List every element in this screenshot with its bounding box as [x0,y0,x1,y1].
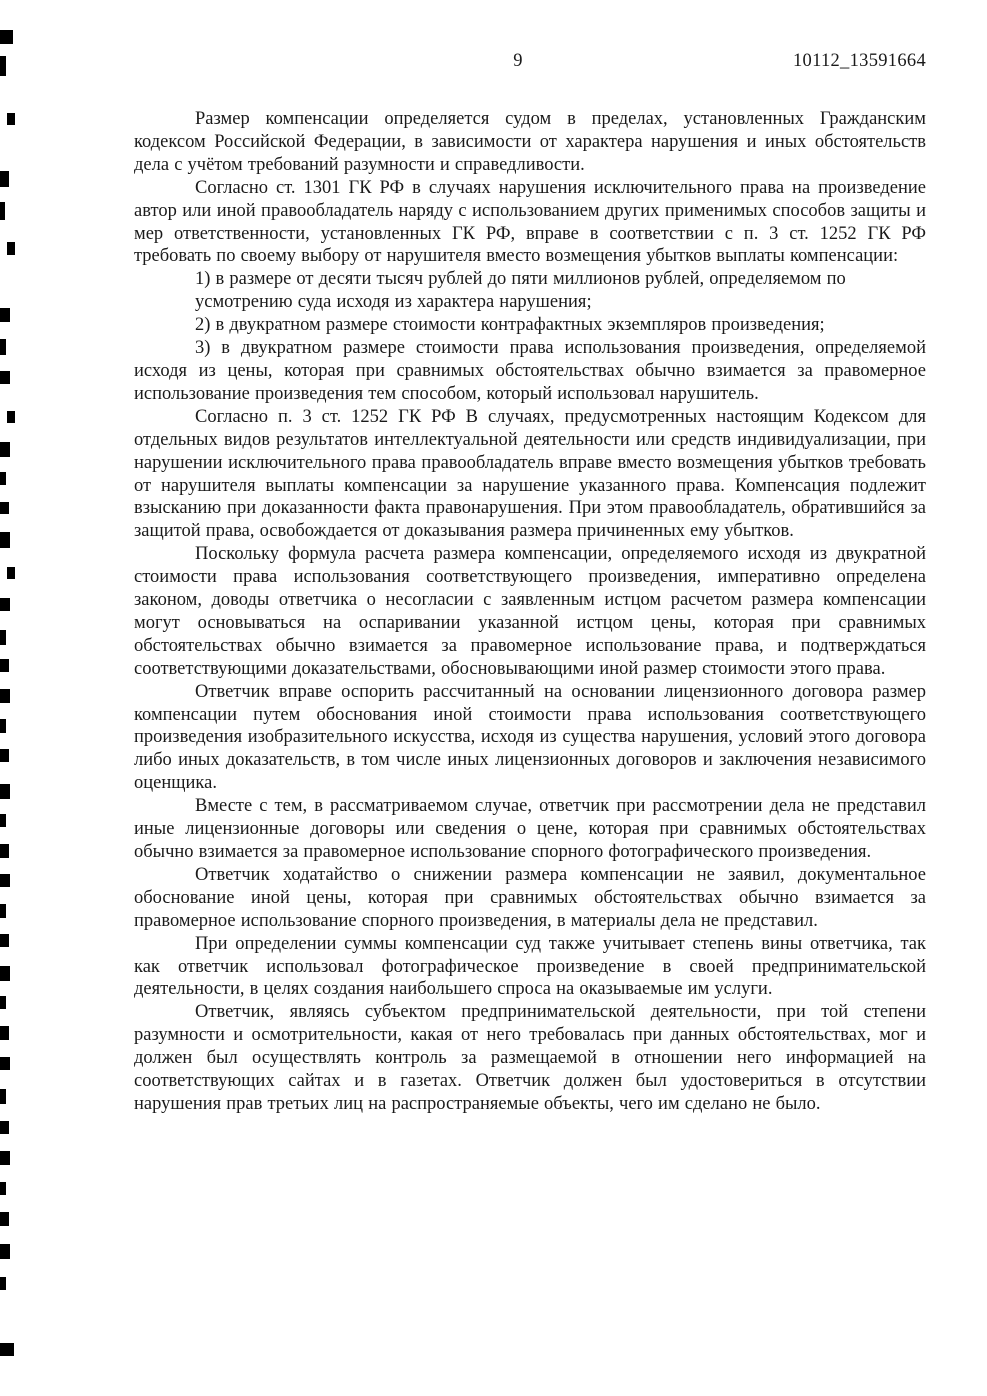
scan-artifact [0,532,10,548]
scan-artifact [0,308,10,322]
scan-artifact [0,1057,10,1070]
document-id: 10112_13591664 [792,51,926,71]
paragraph: Размер компенсации определяется судом в пределах, установленных Гражданским кодексом Российской Федерации, в зависимости от характера нарушения и иных обстоятельств дела с учётом требований разумности и справедливости. [134,109,926,175]
scan-artifact [7,411,15,423]
scan-artifact [0,659,9,672]
scan-artifact [0,202,5,220]
scan-artifact [0,1151,10,1165]
scan-artifact [0,1089,6,1104]
scan-artifact [0,598,10,611]
document-body [134,108,926,1116]
scan-artifact [0,1277,6,1290]
scan-artifact [7,567,15,579]
paragraph: Ответчик, являясь субъектом предпринимательской деятельности, при той степени разумности и осмотрительности, какая от него требовалась при данных обстоятельствах, мог и должен был осуществлять контроль за размещаемой в отношении него информацией на соответствующих сайтах и в газетах. Ответчик должен был удостовериться в отсутствии нарушения прав третьих лиц на распространяемые объекты, чего им сделано не было. [134,1002,926,1114]
scan-artifact [0,442,10,457]
scan-artifact [0,904,6,918]
scan-artifact [0,996,6,1009]
scan-artifact [0,689,10,703]
paragraph: Поскольку формула расчета размера компенсации, определяемого исходя из двукратной стоимости права использования соответствующего произведения, императивно определена законом, доводы ответчика о несогласии с заявленным истцом расчетом размера компенсации могут основываться на оспаривании указанной истцом цены, которая при сравнимых обстоятельствах обычно взимается за правомерное использование права, и подтверждаться соответствующими доказательствами, обосновывающими иной размер стоимости этого права. [134,544,926,679]
paragraph: Ответчик ходатайство о снижении размера компенсации не заявил, документальное обоснование иной цены, которая при сравнимых обстоятельствах обычно взимается за правомерное использование спорного произведения, в материалы дела не представил. [134,864,926,931]
scan-artifact [0,784,10,799]
page-number: 9 [513,51,523,71]
scan-artifact [0,966,10,981]
scan-artifact [0,502,9,514]
list-item: 3) в двукратном размере стоимости права использования произведения, определяемой исходя из цены, которая при сравнимых обстоятельствах обычно взимается за правомерное использование произведения тем способом, который использовал нарушитель. [134,338,926,404]
paragraph: Ответчик вправе оспорить рассчитанный на основании лицензионного договора размер компенсации путем обоснования иной стоимости права использования соответствующего произведения изобразительного искусства, исходя из существа нарушения, условий этого договора либо иных доказательств, в том числе иных лицензионных договоров и заключения независимого оценщика. [134,681,926,794]
scan-artifact [0,472,6,485]
scan-artifact [0,1244,10,1259]
scan-artifact [0,749,9,762]
scan-artifact [7,242,15,255]
paragraph: При определении суммы компенсации суд также учитывает степень вины ответчика, так как ответчик использовал фотографическое произведение в своей предпринимательской деятельности, в целях создания наибольшего спроса на оказываемые им услуги. [134,933,926,1000]
scan-artifact [0,844,9,858]
scan-artifact [0,814,6,827]
paragraph: Согласно п. 3 ст. 1252 ГК РФ В случаях, предусмотренных настоящим Кодексом для отдельных видов результатов интеллектуальной деятельности или средств индивидуализации, при нарушении исключительного права правообладатель вправе вместо возмещения убытков требовать от нарушителя выплаты компенсации за нарушение указанного права. Компенсация подлежит взысканию при доказанности факта правонарушения. При этом правообладатель, обратившийся за защитой права, освобождается от доказывания размера причиненных ему убытков. [134,406,926,542]
scan-artifact [0,371,10,384]
paragraph: Согласно ст. 1301 ГК РФ в случаях нарушения исключительного права на произведение автор или иной правообладатель наряду с использованием других применимых способов защиты и мер ответственности, установленных ГК РФ, вправе в соответствии с п. 3 ст. 1252 ГК РФ требовать по своему выбору от нарушителя вместо возмещения убытков выплаты компенсации: [134,177,926,267]
scan-artifact [0,1212,9,1226]
scan-artifact [7,113,15,125]
scan-artifact [0,1343,14,1356]
scan-artifact [0,934,9,947]
scan-artifact [0,56,6,76]
scan-artifact [0,1121,9,1134]
scan-artifact [0,630,6,645]
scan-artifact [0,719,6,733]
list-item: 1) в размере от десяти тысяч рублей до пяти миллионов рублей, определяемом по усмотрению суда исходя из характера нарушения; [195,269,846,313]
paragraph: Вместе с тем, в рассматриваемом случае, ответчик при рассмотрении дела не представил иные лицензионные договоры или сведения о цене, которая при сравнимых обстоятельствах обычно взимается за правомерное использование спорного фотографического произведения. [134,796,926,862]
scan-artifact [0,30,13,44]
scan-artifact [0,1026,9,1040]
scan-artifact [0,874,10,887]
scan-artifact [0,1182,6,1195]
scan-artifact [0,171,9,187]
list-item: 2) в двукратном размере стоимости контрафактных экземпляров произведения; [195,315,825,336]
scan-artifact [0,339,6,355]
